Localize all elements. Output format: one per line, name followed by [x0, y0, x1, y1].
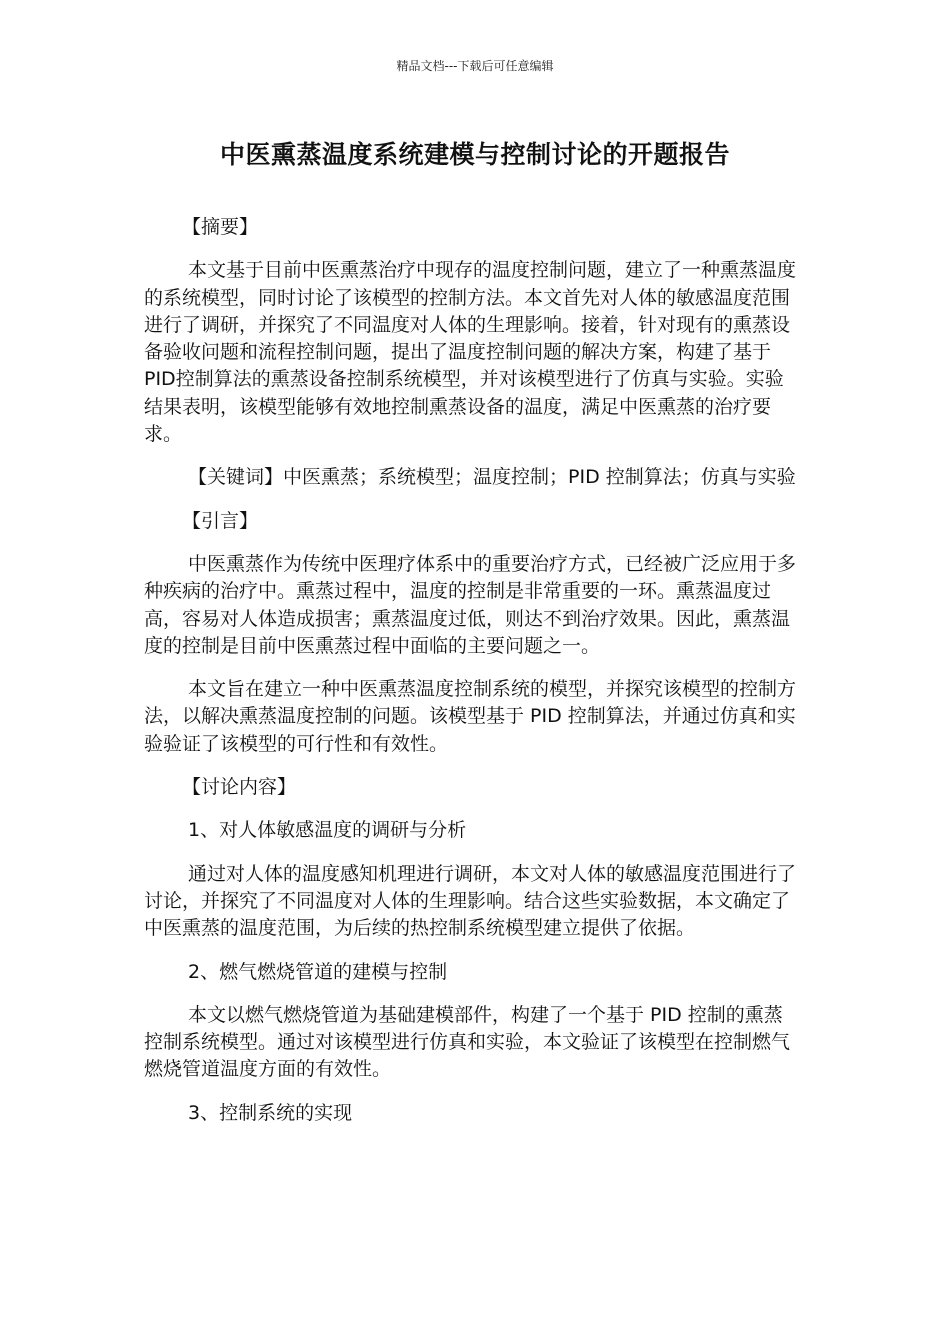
keywords-text: 中医熏蒸；系统模型；温度控制；PID 控制算法；仿真与实验 — [283, 466, 796, 489]
abstract-heading: 【摘要】 — [182, 216, 259, 238]
document-body — [144, 214, 796, 1143]
introduction-heading: 【引言】 — [182, 509, 259, 532]
introduction-paragraph-1: 中医熏蒸作为传统中医理疗体系中的重要治疗方式，已经被广泛应用于多种疾病的治疗中。熏蒸过程中，温度的控制是非常重要的一环。熏蒸温度过高，容易对人体造成损害；熏蒸温度过低，则达不到治疗效果。因此，熏蒸温度的控制是目前中医熏蒸过程中面临的主要问题之一。 — [144, 552, 797, 657]
document-title: 中医熏蒸温度系统建模与控制讨论的开题报告 — [219, 140, 730, 169]
discussion-heading: 【讨论内容】 — [182, 776, 297, 799]
section-2-title: 2、燃气燃烧管道的建模与控制 — [188, 960, 448, 983]
page-header: 精品文档---下载后可任意编辑 — [396, 59, 554, 73]
keywords-label: 【关键词】 — [188, 466, 284, 489]
introduction-paragraph-2: 本文旨在建立一种中医熏蒸温度控制系统的模型，并探究该模型的控制方法，以解决熏蒸温度控制的问题。该模型基于 PID 控制算法，并通过仿真和实验验证了该模型的可行性和有效性。 — [144, 678, 797, 755]
section-1-title: 1、对人体敏感温度的调研与分析 — [188, 819, 467, 842]
section-1-text: 通过对人体的温度感知机理进行调研，本文对人体的敏感温度范围进行了讨论，并探究了不同温度对人体的生理影响。结合这些实验数据，本文确定了中医熏蒸的温度范围，为后续的热控制系统模型建立提供了依据。 — [144, 862, 797, 940]
abstract-text: 本文基于目前中医熏蒸治疗中现存的温度控制问题，建立了一种熏蒸温度的系统模型，同时讨论了该模型的控制方法。本文首先对人体的敏感温度范围进行了调研，并探究了不同温度对人体的生理影响。接着，针对现有的熏蒸设备验收问题和流程控制问题，提出了温度控制问题的解决方案，构建了基于PID控制算法的熏蒸设备控制系统模型，并对该模型进行了仿真与实验。实验结果表明，该模型能够有效地控制熏蒸设备的温度，满足中医熏蒸的治疗要求。 — [144, 259, 797, 446]
section-2-text: 本文以燃气燃烧管道为基础建模部件，构建了一个基于 PID 控制的熏蒸控制系统模型。通过对该模型进行仿真和实验，本文验证了该模型在控制燃气燃烧管道温度方面的有效性。 — [144, 1003, 791, 1081]
section-3-title: 3、控制系统的实现 — [188, 1101, 353, 1124]
keywords-line — [144, 464, 796, 491]
